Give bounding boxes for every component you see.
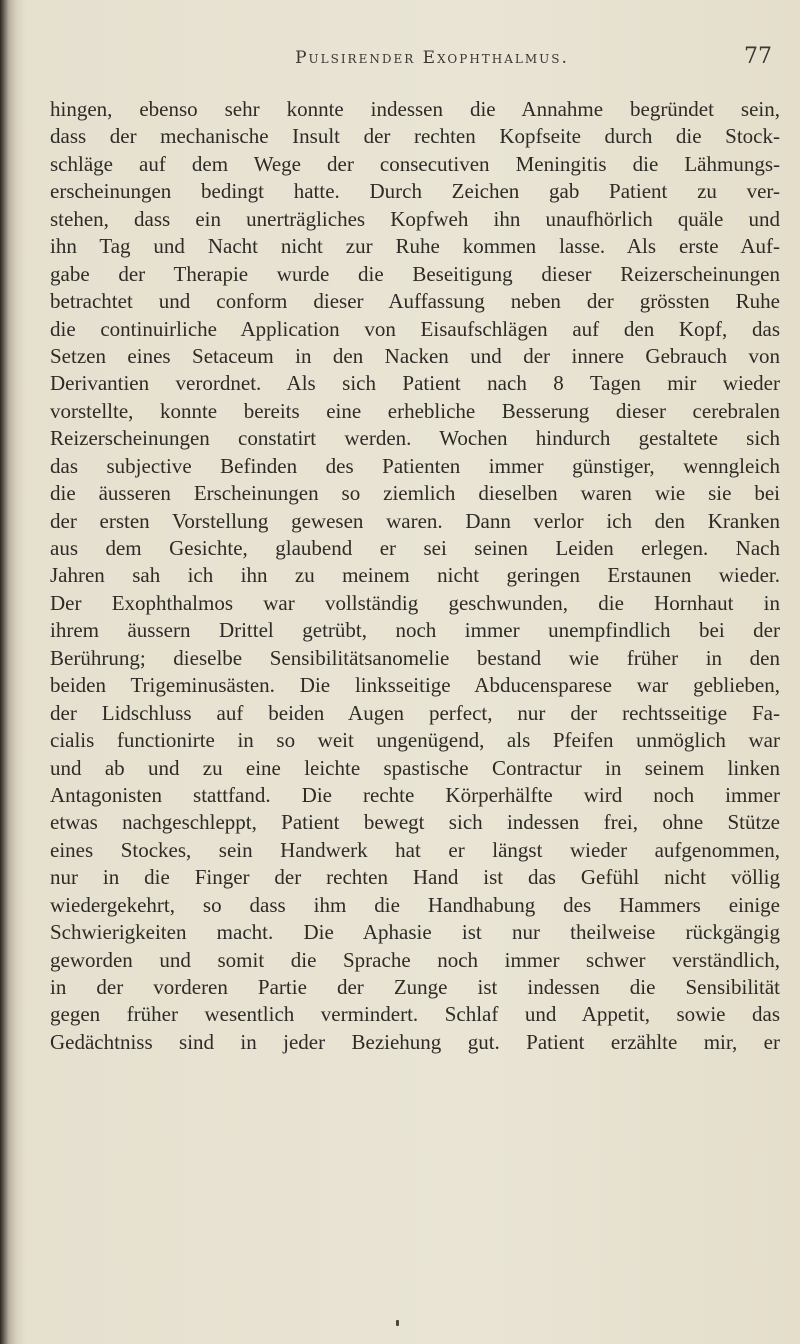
ink-speck (396, 1320, 399, 1326)
text-line: das subjective Befinden des Patienten immer günstiger, wenngleich (50, 453, 780, 478)
text-line: Antagonisten stattfand. Die rechte Körperhälfte wird noch immer (50, 782, 780, 807)
text-line: betrachtet und conform dieser Auffassung neben der grössten Ruhe (50, 289, 780, 314)
text-line: die continuirliche Application von Eisaufschlägen auf den Kopf, das (50, 316, 780, 341)
text-line: gabe der Therapie wurde die Beseitigung dieser Reizerscheinungen (50, 261, 780, 286)
text-line: Gedächtniss sind in jeder Beziehung gut. Patient erzählte mir, er (50, 1029, 780, 1054)
text-line: ihn Tag und Nacht nicht zur Ruhe kommen lasse. Als erste Auf- (50, 234, 780, 259)
text-line: Der Exophthalmos war vollständig geschwunden, die Hornhaut in (50, 590, 780, 615)
text-line: in der vorderen Partie der Zunge ist indessen die Sensibilität (50, 975, 780, 999)
text-line: stehen, dass ein unerträgliches Kopfweh ihn unaufhörlich quäle und (50, 206, 780, 231)
body-text (50, 96, 780, 1056)
text-line: dass der mechanische Insult der rechten Kopfseite durch die Stock- (50, 124, 780, 149)
text-line: und ab und zu eine leichte spastische Contractur in seinem linken (50, 755, 780, 780)
text-line: ihrem äussern Drittel getrübt, noch immer unempfindlich bei der (50, 618, 780, 643)
text-line: eines Stockes, sein Handwerk hat er längst wieder aufgenommen, (50, 837, 780, 862)
text-line: aus dem Gesichte, glaubend er sei seinen Leiden erlegen. Nach (50, 536, 780, 560)
text-line: der ersten Vorstellung gewesen waren. Dann verlor ich den Kranken (50, 508, 780, 533)
text-line: Setzen eines Setaceum in den Nacken und der innere Gebrauch von (50, 343, 780, 368)
running-title: Pulsirender Exophthalmus. (295, 48, 569, 68)
text-line: etwas nachgeschleppt, Patient bewegt sich indessen frei, ohne Stütze (50, 810, 780, 835)
text-line: Reizerscheinungen constatirt werden. Wochen hindurch gestaltete sich (50, 426, 780, 451)
text-line: Derivantien verordnet. Als sich Patient nach 8 Tagen mir wieder (50, 371, 780, 396)
text-line: vorstellte, konnte bereits eine erhebliche Besserung dieser cerebralen (50, 398, 780, 423)
text-line: nur in die Finger der rechten Hand ist das Gefühl nicht völlig (50, 865, 780, 890)
text-line: erscheinungen bedingt hatte. Durch Zeichen gab Patient zu ver- (50, 179, 780, 204)
page-number: 77 (744, 44, 772, 69)
text-line: gegen früher wesentlich vermindert. Schlaf und Appetit, sowie das (50, 1002, 780, 1027)
text-line: hingen, ebenso sehr konnte indessen die Annahme begründet sein, (50, 97, 780, 121)
text-line: wiedergekehrt, so dass ihm die Handhabung des Hammers einige (50, 892, 780, 917)
text-line: beiden Trigeminusästen. Die linksseitige Abducensparese war geblieben, (50, 673, 780, 698)
text-line: schläge auf dem Wege der consecutiven Meningitis die Lähmungs- (50, 151, 780, 176)
text-line: cialis functionirte in so weit ungenügend, als Pfeifen unmöglich war (50, 728, 780, 753)
text-line: die äusseren Erscheinungen so ziemlich dieselben waren wie sie bei (50, 481, 780, 506)
text-line: Berührung; dieselbe Sensibilitätsanomelie bestand wie früher in den (50, 645, 780, 670)
text-line: geworden und somit die Sprache noch immer schwer verständlich, (50, 947, 780, 972)
text-line: Jahren sah ich ihn zu meinem nicht geringen Erstaunen wieder. (50, 563, 780, 588)
text-line: der Lidschluss auf beiden Augen perfect, nur der rechtsseitige Fa- (50, 700, 780, 725)
text-line: Schwierigkeiten macht. Die Aphasie ist nur theilweise rückgängig (50, 920, 780, 945)
